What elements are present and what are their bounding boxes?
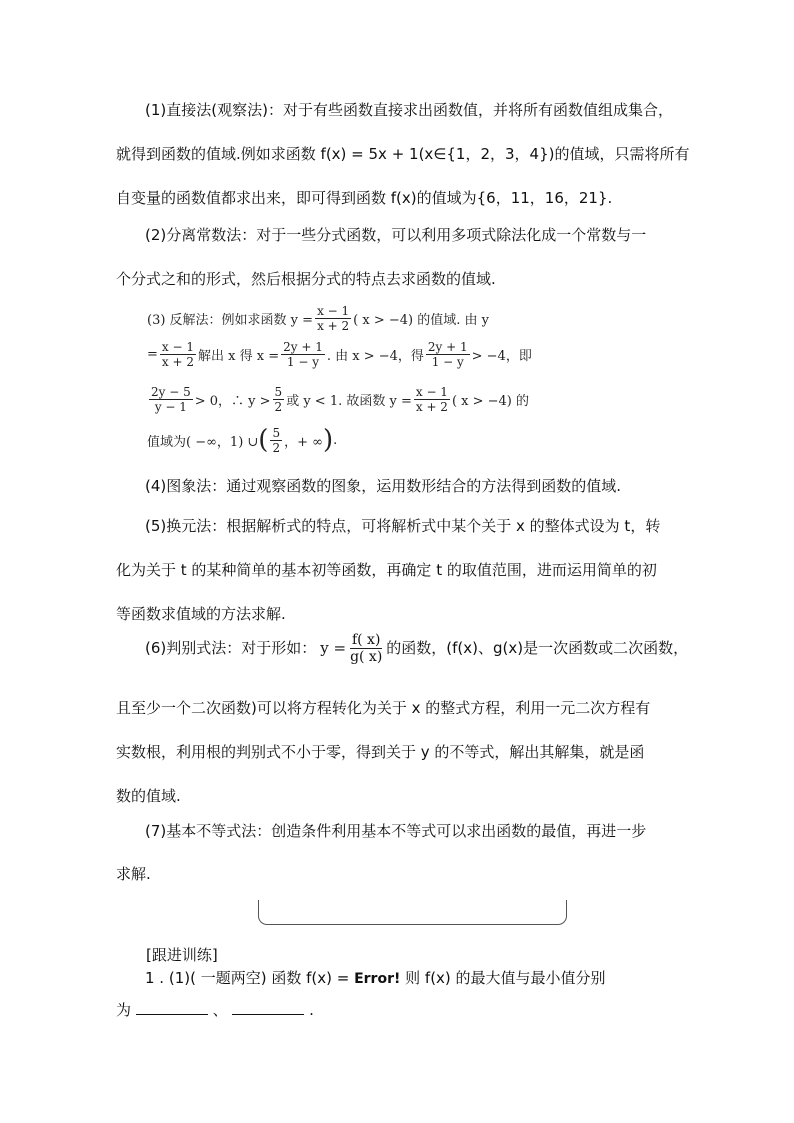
answer-blank-1[interactable] — [136, 1001, 208, 1015]
text-line: (2)分离常数法：对于一些分式函数，可以利用多项式除法化成一个常数与一 — [145, 226, 647, 244]
text-line: 实数根，利用根的判别式不小于零，得到关于 y 的不等式，解出其解集，就是函 — [116, 743, 645, 761]
fraction-numerator: x − 1 — [161, 339, 194, 354]
fraction-denominator: 2 — [272, 440, 281, 455]
separator: 、 — [212, 1001, 228, 1019]
math-text: ( x > −4) 的值域. 由 y — [353, 312, 489, 328]
fraction — [273, 385, 285, 414]
fraction-denominator: x + 2 — [161, 354, 194, 369]
math-text: . — [333, 432, 338, 448]
exercise-tag: [跟进训练] — [146, 946, 218, 964]
text-line: (1)直接法(观察法)：对于有些函数直接求出函数值，并将所有函数值组成集合， — [145, 101, 673, 119]
question-line — [145, 971, 682, 987]
text-line: (5)换元法：根据解析式的特点，可将解析式中某个关于 x 的整体式设为 t，转 — [145, 517, 661, 535]
math-text: ，+ ∞ — [284, 434, 323, 450]
math-text: 解出 x 得 x = — [198, 348, 280, 364]
fraction — [315, 304, 351, 333]
text-line: (4)图象法：通过观察函数的图象，运用数形结合的方法得到函数的值域. — [145, 477, 622, 495]
question-text: 则 f(x) 的最大值与最小值分别 — [405, 969, 606, 987]
math-text: 或 y < 1. 故函数 y = — [286, 393, 412, 409]
question-line — [116, 1001, 682, 1018]
answer-blank-2[interactable] — [232, 1001, 304, 1015]
math-line — [147, 337, 532, 371]
text-span: 的函数，(f(x)、g(x)是一次函数或二次函数， — [386, 638, 689, 657]
question-text: 1 . (1)( 一题两空) 函数 f(x) = — [145, 969, 350, 987]
math-text: = — [147, 346, 158, 362]
text-span: (6)判别式法：对于形如： — [145, 638, 317, 657]
period: . — [309, 1001, 314, 1019]
fraction — [426, 340, 470, 369]
text-line: 且至少一个二次函数)可以将方程转化为关于 x 的整式方程，利用一元二次方程有 — [116, 699, 651, 717]
fraction — [281, 340, 325, 369]
text-line — [145, 630, 689, 666]
fraction-denominator: x + 2 — [415, 399, 448, 414]
fraction-denominator: y − 1 — [154, 399, 187, 414]
fraction-denominator: 1 − y — [286, 354, 320, 369]
math-line — [147, 423, 337, 457]
math-text: y = — [320, 638, 347, 657]
math-text: > −4，即 — [471, 348, 532, 364]
fraction-numerator: x − 1 — [317, 303, 350, 318]
text-line: 个分式之和的形式，然后根据分式的特点去求函数的值域. — [116, 270, 496, 288]
math-line — [147, 301, 489, 335]
math-text: > 0，∴ y > — [194, 393, 271, 409]
fraction-numerator: 5 — [274, 384, 283, 399]
error-marker: Error! — [354, 971, 401, 987]
text-line: 等函数求值域的方法求解. — [116, 605, 286, 623]
fraction-denominator: x + 2 — [317, 318, 350, 333]
fraction-numerator: 5 — [272, 425, 281, 440]
text-line: 求解. — [116, 865, 151, 883]
text-line: 就得到函数的值域.例如求函数 f(x) = 5x + 1(x∈{1，2，3，4})的值域，只需将所有 — [116, 145, 690, 163]
fraction — [149, 385, 193, 414]
fraction — [160, 340, 196, 369]
right-paren: ) — [322, 425, 334, 455]
question-text: 为 — [116, 1001, 132, 1019]
math-text: ( x > −4) 的 — [451, 393, 530, 409]
text-line: 化为关于 t 的某种简单的基本初等函数，再确定 t 的取值范围，进而运用简单的初 — [116, 561, 657, 579]
left-paren: ( — [258, 425, 269, 455]
section-divider-bracket — [258, 900, 567, 925]
text-line: 自变量的函数值都求出来，即可得到函数 f(x)的值域为{6，11，16，21}. — [116, 189, 613, 207]
text-line: 数的值域. — [116, 787, 181, 805]
fraction-denominator: 1 − y — [431, 354, 464, 369]
fraction-numerator: 2y − 5 — [151, 384, 191, 399]
fraction-denominator: g( x) — [350, 648, 383, 665]
math-text: (3) 反解法：例如求函数 y = — [147, 312, 314, 328]
math-line — [147, 382, 529, 416]
math-text: . 由 x > −4，得 — [326, 348, 424, 364]
text-line: (7)基本不等式法：创造条件利用基本不等式可以求出函数的最值，再进一步 — [145, 822, 647, 840]
fraction-numerator: 2y + 1 — [283, 339, 323, 354]
fraction — [414, 385, 450, 414]
fraction — [348, 632, 384, 665]
fraction-denominator: 2 — [274, 399, 283, 414]
fraction-numerator: x − 1 — [415, 384, 448, 399]
fraction-numerator: 2y + 1 — [427, 339, 468, 354]
fraction-numerator: f( x) — [351, 631, 381, 648]
math-text: 值域为( −∞，1) ∪ — [147, 434, 259, 450]
fraction — [270, 426, 282, 455]
